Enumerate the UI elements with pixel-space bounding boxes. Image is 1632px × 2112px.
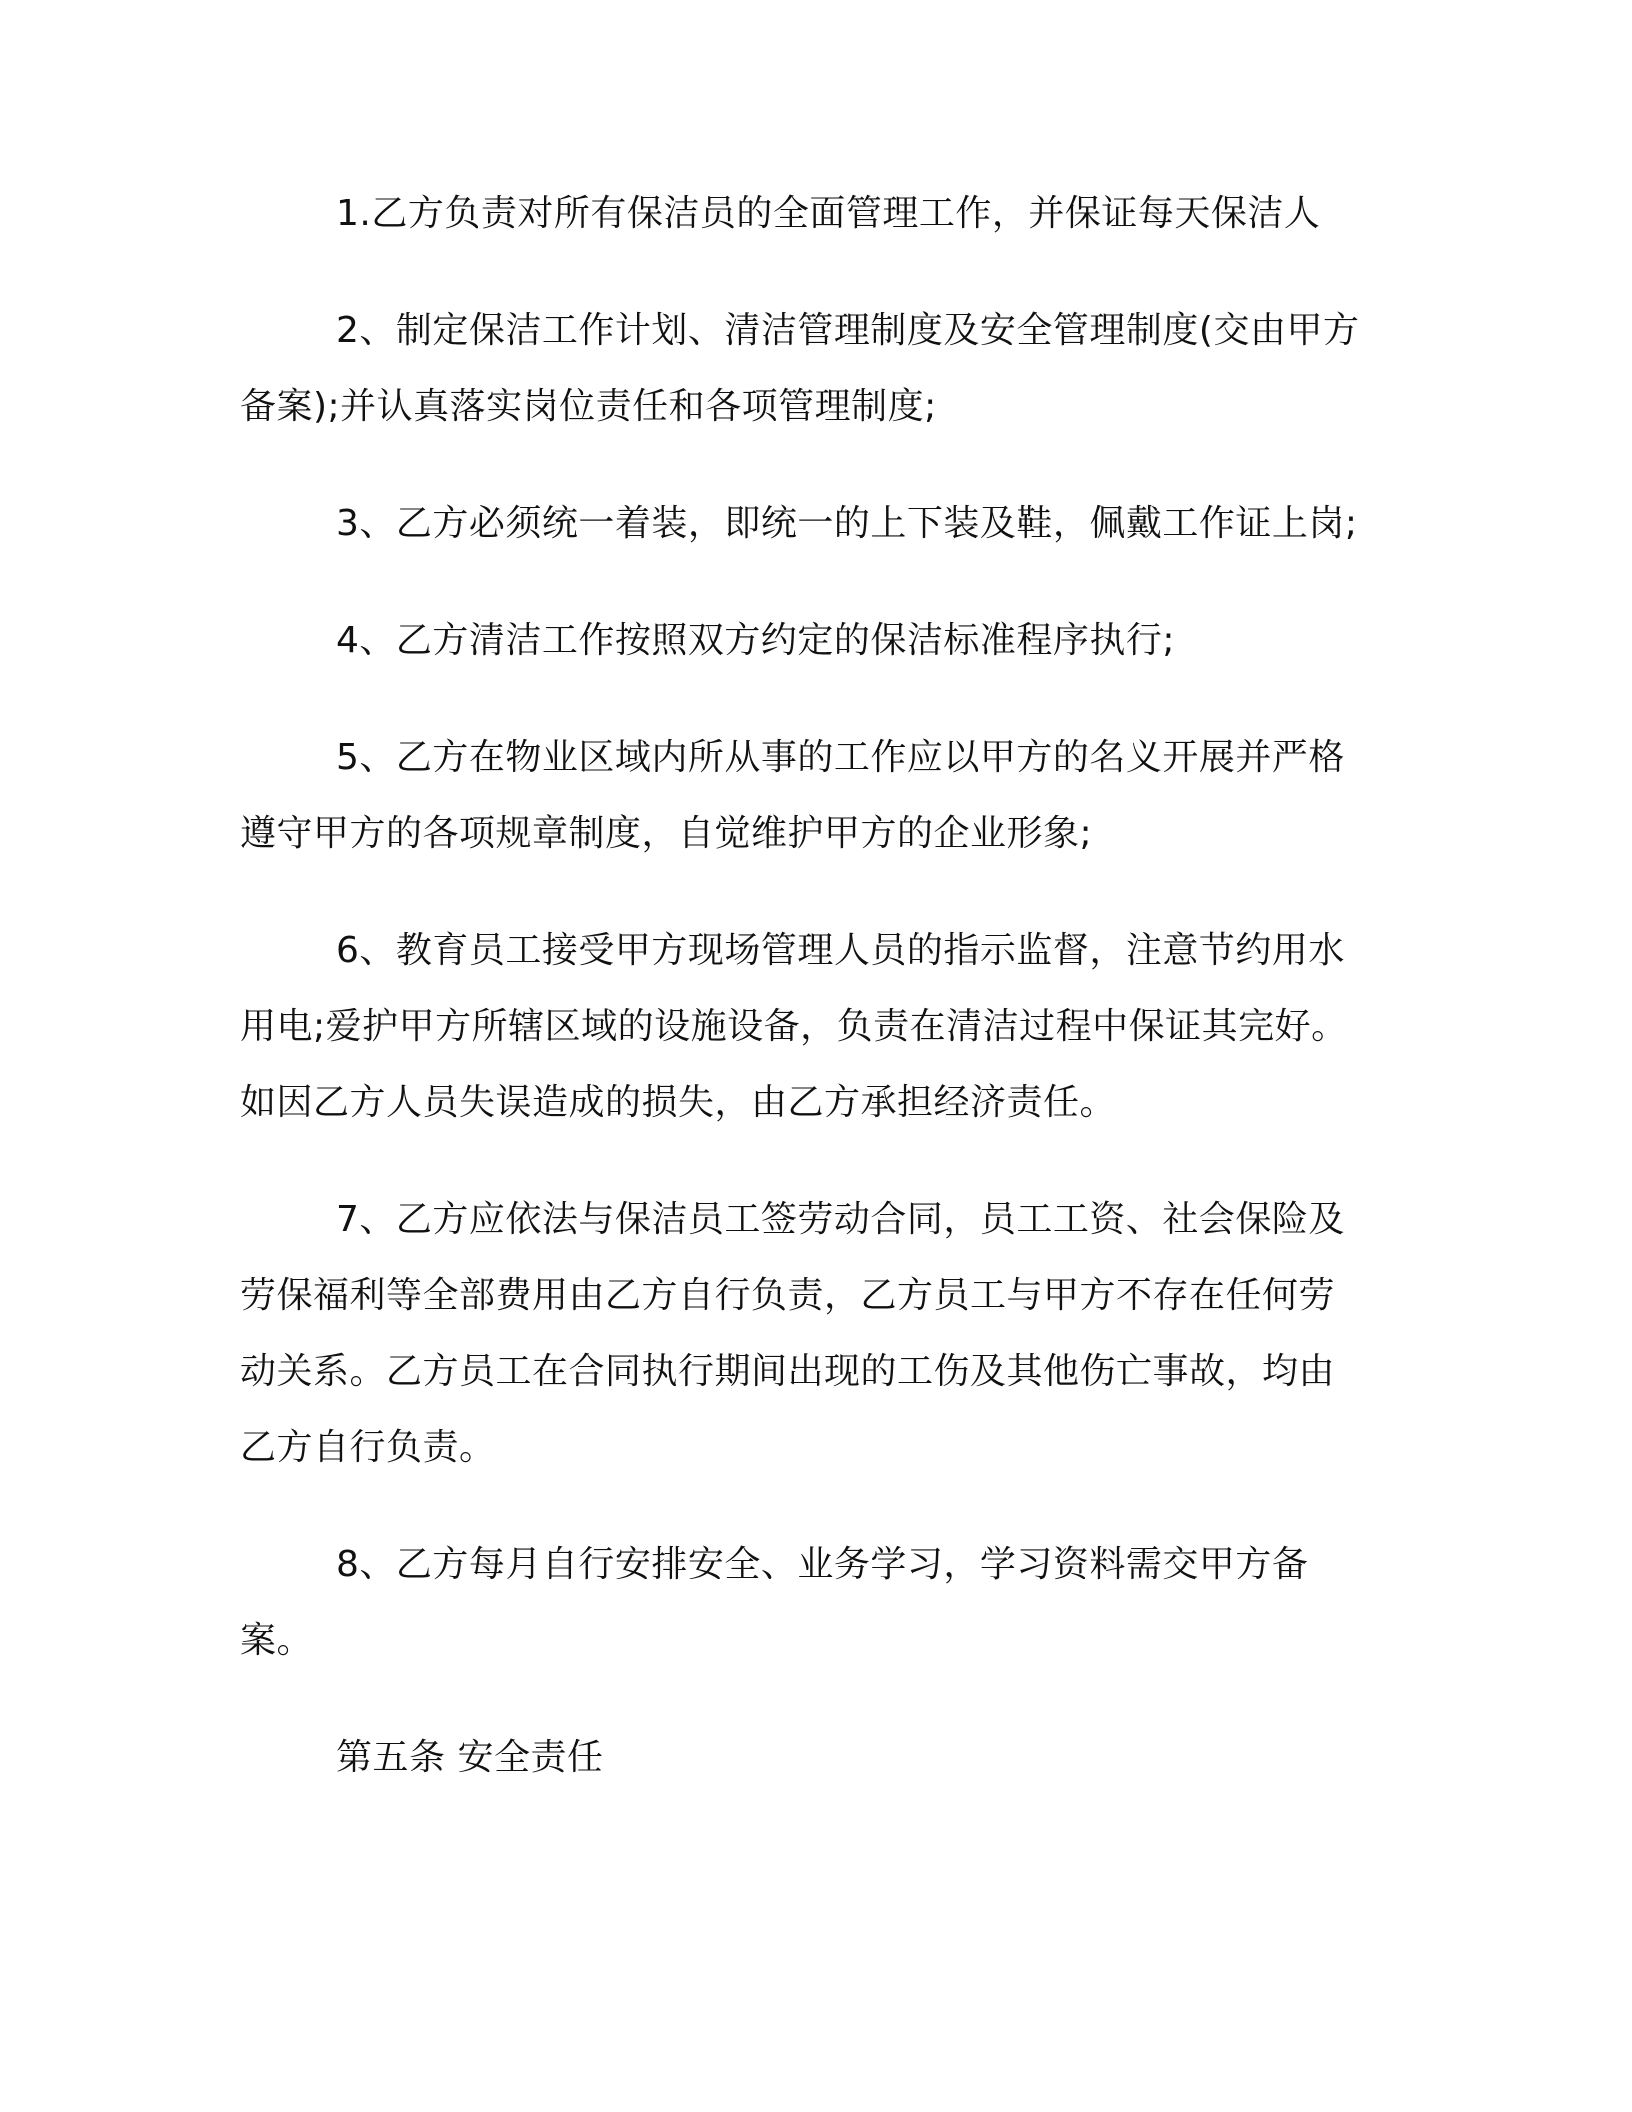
paragraph-3: 3、乙方必须统一着装，即统一的上下装及鞋，佩戴工作证上岗;	[336, 503, 1358, 544]
paragraph-5: 5、乙方在物业区域内所从事的工作应以甲方的名义开展并严格遵守甲方的各项规章制度，自觉维护甲方的企业形象;	[240, 737, 1345, 854]
paragraph-2: 2、制定保洁工作计划、清洁管理制度及安全管理制度(交由甲方备案);并认真落实岗位责任和各项管理制度;	[240, 310, 1360, 427]
section-heading: 第五条 安全责任	[336, 1737, 604, 1778]
paragraph-6: 6、教育员工接受甲方现场管理人员的指示监督，注意节约用水用电;爱护甲方所辖区域的设施设备，负责在清洁过程中保证其完好。如因乙方人员失误造成的损失，由乙方承担经济责任。	[240, 930, 1348, 1123]
document-body	[240, 176, 1370, 1796]
paragraph-1: 1.乙方负责对所有保洁员的全面管理工作，并保证每天保洁人	[336, 193, 1321, 234]
paragraph-8: 8、乙方每月自行安排安全、业务学习，学习资料需交甲方备案。	[240, 1544, 1309, 1661]
paragraph-4: 4、乙方清洁工作按照双方约定的保洁标准程序执行;	[336, 620, 1176, 661]
paragraph-7: 7、乙方应依法与保洁员工签劳动合同，员工工资、社会保险及劳保福利等全部费用由乙方自行负责，乙方员工与甲方不存在任何劳动关系。乙方员工在合同执行期间出现的工伤及其他伤亡事故，均由乙方自行负责。	[240, 1199, 1345, 1468]
